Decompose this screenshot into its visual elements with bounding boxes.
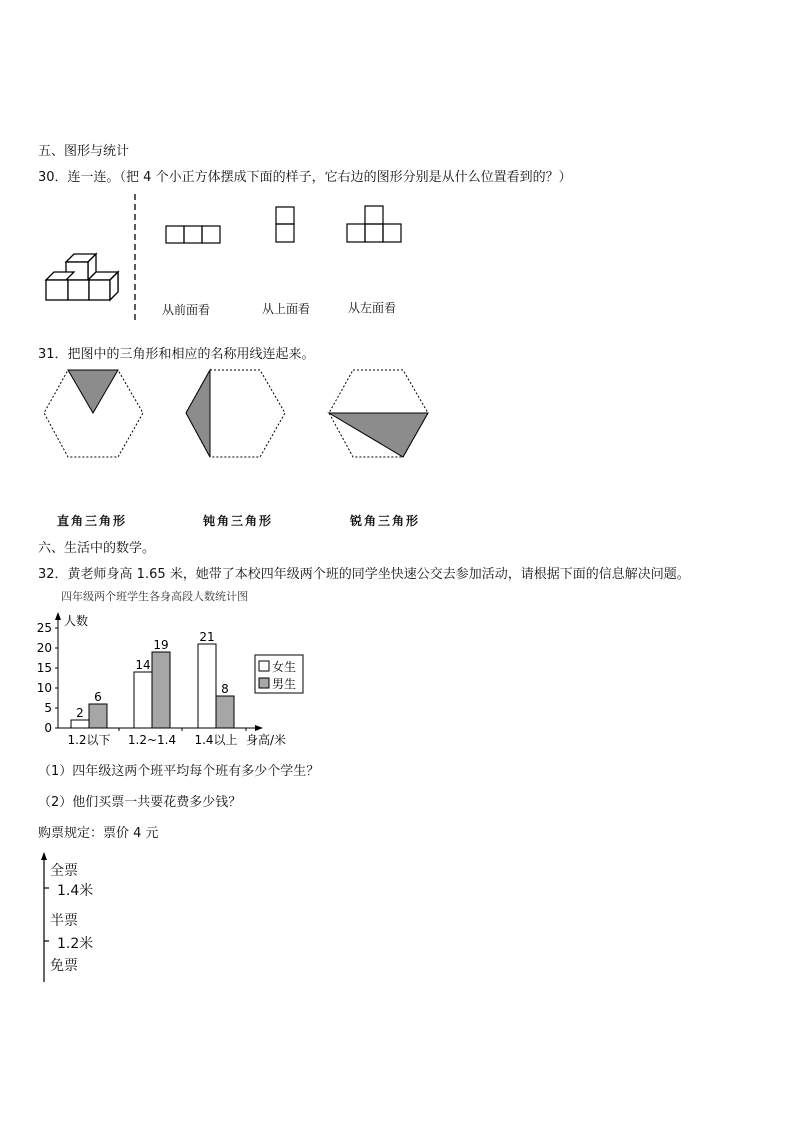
bar-value-label: 21 [199,630,215,644]
question-32-sub2: （2）他们买票一共要花费多少钱？ [38,795,242,810]
label-front-view: 从前面看 [162,303,211,317]
front-view-figure [165,225,223,245]
mark-1-2-meter: 1.2米 [57,936,94,952]
ticket-rule-text: 购票规定：票价 4 元 [38,826,159,841]
bar-value-label: 8 [221,682,229,696]
zone-free-ticket: 免票 [50,958,78,974]
zone-half-ticket: 半票 [50,913,78,929]
y-tick-label: 5 [44,701,52,715]
obtuse-triangle-shaded [186,370,210,457]
bar [198,644,216,728]
y-axis-arrow [55,612,61,620]
hexagon-1-figure [42,368,146,460]
hexagon-3-figure [327,368,431,460]
divider-dashed-line [133,194,137,322]
bar-value-label: 2 [76,706,84,720]
acute-triangle-shaded [68,370,118,413]
mark-1-4-meter: 1.4米 [57,883,94,899]
left-view-figure [346,205,404,244]
hexagon-2-figure [184,368,288,460]
name-right-triangle: 直角三角形 [57,514,128,528]
legend-label: 女生 [272,660,297,674]
legend-swatch [259,678,269,688]
label-left-view: 从左面看 [348,301,397,315]
cube-stack-figure [40,238,140,308]
bar [71,720,89,728]
zone-full-ticket: 全票 [50,863,78,879]
x-tick-label: 1.2~1.4 [127,733,177,747]
section-five-title: 五、图形与统计 [38,144,130,159]
x-axis-arrow [255,725,263,731]
question-32-text: 32．黄老师身高 1.65 米，她带了本校四年级两个班的同学坐快速公交去参加活动，请根据下面的信息解决问题。 [38,567,690,582]
y-tick-label: 25 [36,621,52,635]
x-tick-label: 1.2以下 [67,733,111,747]
legend-label: 男生 [272,677,297,691]
bar [152,652,170,728]
bar-value-label: 14 [135,658,151,672]
height-bar-chart [30,605,320,745]
y-tick-label: 10 [36,681,52,695]
right-triangle-shaded [329,413,428,457]
question-31-text: 31．把图中的三角形和相应的名称用线连起来。 [38,347,315,362]
legend-swatch [259,661,269,671]
question-30-text: 30．连一连。（把 4 个小正方体摆成下面的样子，它右边的图形分别是从什么位置看到的？） [38,170,572,185]
chart-title: 四年级两个班学生各身高段人数统计图 [61,590,248,603]
bar [134,672,152,728]
bar [216,696,234,728]
x-tick-label: 1.4以上 [194,733,238,747]
question-32-sub1: （1）四年级这两个班平均每个班有多少个学生？ [38,764,320,779]
x-axis-label: 身高/米 [246,733,287,747]
name-obtuse-triangle: 钝角三角形 [203,514,274,528]
y-axis-label: 人数 [64,614,89,628]
y-tick-label: 20 [36,641,52,655]
bar-value-label: 19 [153,638,169,652]
top-view-figure [275,206,297,244]
name-acute-triangle: 锐角三角形 [350,514,421,528]
bar [89,704,107,728]
label-top-view: 从上面看 [262,302,311,316]
y-tick-label: 15 [36,661,52,675]
y-tick-label: 0 [44,721,52,735]
bar-value-label: 6 [94,690,102,704]
section-six-title: 六、生活中的数学。 [38,541,156,556]
